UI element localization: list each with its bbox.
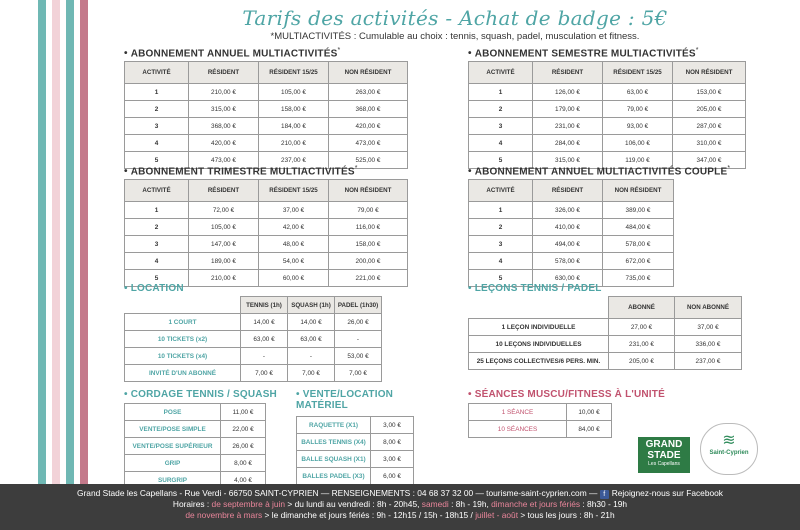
table-row: 5 210,00 € 60,00 € 221,00 € bbox=[125, 270, 408, 287]
table-annuel: ACTIVITÉ RÉSIDENT RÉSIDENT 15/25 NON RÉSIDENT 1 210,00 € 105,00 € 263,00 € 2 315,00 € 158,00 € 368,00 € 3 368,00 € 184,00 € 420,00 € 4 420,00 € 210,00 € 473,00 € 5 473,00 € 237,00 € 525,00 € bbox=[124, 61, 408, 169]
table-row: 3 231,00 € 93,00 € 287,00 € bbox=[469, 118, 746, 135]
bullet-icon: • bbox=[124, 283, 128, 294]
bullet-icon: • bbox=[468, 389, 472, 400]
bullet-icon: • bbox=[468, 166, 472, 178]
section-title-cordage: • CORDAGE TENNIS / SQUASH bbox=[124, 389, 277, 400]
table-semestre: ACTIVITÉ RÉSIDENT RÉSIDENT 15/25 NON RÉSIDENT 1 126,00 € 63,00 € 153,00 € 2 179,00 € 79,00 € 205,00 € 3 231,00 € 93,00 € 287,00 € 4 284,00 € 106,00 € 310,00 € 5 315,00 € 119,00 € 347,00 € bbox=[468, 61, 746, 169]
table-row: 10 TICKETS (x2) 63,00 € 63,00 € - bbox=[125, 331, 382, 348]
footer-line-hours-2: de novembre à mars > le dimanche et jours fériés : 9h - 12h15 / 15h - 18h15 / juillet - août > tous les jours : 8h - 21h bbox=[185, 509, 615, 520]
table-row: 3 147,00 € 48,00 € 158,00 € bbox=[125, 236, 408, 253]
table-row: 2 410,00 € 484,00 € bbox=[469, 219, 674, 236]
table-row: POSE 11,00 € bbox=[125, 404, 266, 421]
table-row: RAQUETTE (X1) 3,00 € bbox=[297, 417, 414, 434]
table-row: 5 473,00 € 237,00 € 525,00 € bbox=[125, 152, 408, 169]
table-row: 1 LEÇON INDIVIDUELLE 27,00 € 37,00 € bbox=[469, 319, 742, 336]
section-title-semestre: • ABONNEMENT SEMESTRE MULTIACTIVITÉS* bbox=[468, 47, 699, 60]
table-row: 2 105,00 € 42,00 € 116,00 € bbox=[125, 219, 408, 236]
table-row: GRIP 8,00 € bbox=[125, 455, 266, 472]
table-row: 4 420,00 € 210,00 € 473,00 € bbox=[125, 135, 408, 152]
wave-icon: ≋ bbox=[722, 432, 736, 449]
table-row: 1 126,00 € 63,00 € 153,00 € bbox=[469, 84, 746, 101]
page-title: Tarifs des activités - Achat de badge : 5€ bbox=[242, 6, 668, 30]
facebook-link[interactable]: Rejoignez-nous sur Facebook bbox=[611, 488, 723, 498]
table-row: 3 494,00 € 578,00 € bbox=[469, 236, 674, 253]
table-row: 5 630,00 € 735,00 € bbox=[469, 270, 674, 287]
table-row: INVITÉ D'UN ABONNÉ 7,00 € 7,00 € 7,00 € bbox=[125, 365, 382, 382]
table-row: BALLES PADEL (X3) 6,00 € bbox=[297, 468, 414, 485]
facebook-icon[interactable]: f bbox=[600, 490, 609, 499]
table-couple: ACTIVITÉ RÉSIDENT NON RÉSIDENT 1 326,00 € 389,00 € 2 410,00 € 484,00 € 3 494,00 € 578,00 € 4 578,00 € 672,00 € 5 630,00 € 735,00 € bbox=[468, 179, 674, 287]
page-subtitle: *MULTIACTIVITÉS : Cumulable au choix : tennis, squash, padel, musculation et fitness. bbox=[270, 31, 640, 42]
table-vente bbox=[296, 416, 414, 485]
table-row: 2 315,00 € 158,00 € 368,00 € bbox=[125, 101, 408, 118]
table-row: 5 315,00 € 119,00 € 347,00 € bbox=[469, 152, 746, 169]
table-trimestre: ACTIVITÉ RÉSIDENT RÉSIDENT 15/25 NON RÉSIDENT 1 72,00 € 37,00 € 79,00 € 2 105,00 € 42,00 € 116,00 € 3 147,00 € 48,00 € 158,00 € 4 189,00 € 54,00 € 200,00 € 5 210,00 € 60,00 € 221,00 € bbox=[124, 179, 408, 287]
table-row: 4 189,00 € 54,00 € 200,00 € bbox=[125, 253, 408, 270]
saint-cyprien-logo: ≋ Saint-Cyprien bbox=[700, 423, 758, 475]
table-cordage bbox=[124, 403, 266, 489]
table-row: 10 SÉANCES 84,00 € bbox=[469, 421, 612, 438]
decor-stripe-2 bbox=[52, 0, 60, 484]
decor-stripe-3 bbox=[66, 0, 74, 484]
section-title-muscu: • SÉANCES MUSCU/FITNESS À L'UNITÉ bbox=[468, 389, 665, 400]
table-muscu bbox=[468, 403, 612, 438]
table-row: 4 578,00 € 672,00 € bbox=[469, 253, 674, 270]
decor-stripe-1 bbox=[38, 0, 46, 484]
table-row: 1 210,00 € 105,00 € 263,00 € bbox=[125, 84, 408, 101]
bullet-icon: • bbox=[296, 389, 300, 400]
table-row: 1 SÉANCE 10,00 € bbox=[469, 404, 612, 421]
table-row: SURGRIP 4,00 € bbox=[125, 472, 266, 489]
section-title-trimestre: • ABONNEMENT TRIMESTRE MULTIACTIVITÉS* bbox=[124, 165, 358, 178]
section-title-location: • LOCATION bbox=[124, 283, 184, 294]
decor-stripe-4 bbox=[80, 0, 88, 484]
footer-line-hours-1: Horaires : de septembre à juin > du lundi au vendredi : 8h - 20h45, samedi : 8h - 19h, dimanche et jours fériés : 8h30 - 19h bbox=[172, 499, 628, 509]
table-row: 1 72,00 € 37,00 € 79,00 € bbox=[125, 202, 408, 219]
section-title-annuel: • ABONNEMENT ANNUEL MULTIACTIVITÉS* bbox=[124, 47, 341, 60]
bullet-icon: • bbox=[124, 166, 128, 178]
grand-stade-logo: GRAND STADE Les Capellans bbox=[638, 437, 690, 473]
table-row: VENTE/POSE SUPÉRIEUR 26,00 € bbox=[125, 438, 266, 455]
table-location: TENNIS (1h) SQUASH (1h) PADEL (1h30) 1 COURT 14,00 € 14,00 € 26,00 € 10 TICKETS (x2) 63,00 € 63,00 € - 10 TICKETS (x4) - - 53,00 € INVITÉ D'UN ABONNÉ 7,00 € 7,00 € 7,00 € bbox=[124, 296, 382, 382]
bullet-icon: • bbox=[124, 389, 128, 400]
table-row: 25 LEÇONS COLLECTIVES/6 PERS. MIN. 205,00 € 237,00 € bbox=[469, 353, 742, 370]
section-title-vente: • VENTE/LOCATION MATÉRIEL bbox=[296, 389, 394, 411]
table-row: 1 COURT 14,00 € 14,00 € 26,00 € bbox=[125, 314, 382, 331]
table-row: 10 TICKETS (x4) - - 53,00 € bbox=[125, 348, 382, 365]
table-row: BALLE SQUASH (X1) 3,00 € bbox=[297, 451, 414, 468]
table-row: 4 284,00 € 106,00 € 310,00 € bbox=[469, 135, 746, 152]
bullet-icon: • bbox=[468, 48, 472, 60]
footer-line-address: Grand Stade les Capellans - Rue Verdi - 66750 SAINT-CYPRIEN — RENSEIGNEMENTS : 04 68 37 32 00 — tourisme-saint-cyprien.com — f Rejoignez-nous sur Facebook bbox=[77, 488, 723, 498]
footer bbox=[0, 484, 800, 530]
table-row: 1 326,00 € 389,00 € bbox=[469, 202, 674, 219]
table-row: 2 179,00 € 79,00 € 205,00 € bbox=[469, 101, 746, 118]
table-row: 10 LEÇONS INDIVIDUELLES 231,00 € 336,00 € bbox=[469, 336, 742, 353]
table-lecons: ABONNÉ NON ABONNÉ 1 LEÇON INDIVIDUELLE 27,00 € 37,00 € 10 LEÇONS INDIVIDUELLES 231,00 € 336,00 € 25 LEÇONS COLLECTIVES/6 PERS. MIN. 205,00 € 237,00 € bbox=[468, 296, 742, 370]
bullet-icon: • bbox=[124, 48, 128, 60]
table-row: VENTE/POSE SIMPLE 22,00 € bbox=[125, 421, 266, 438]
bullet-icon: • bbox=[468, 283, 472, 294]
section-title-lecons: • LEÇONS TENNIS / PADEL bbox=[468, 283, 602, 294]
section-title-couple: • ABONNEMENT ANNUEL MULTIACTIVITÉS COUPLE* bbox=[468, 165, 731, 178]
table-row: 3 368,00 € 184,00 € 420,00 € bbox=[125, 118, 408, 135]
table-row: BALLES TENNIS (X4) 8,00 € bbox=[297, 434, 414, 451]
